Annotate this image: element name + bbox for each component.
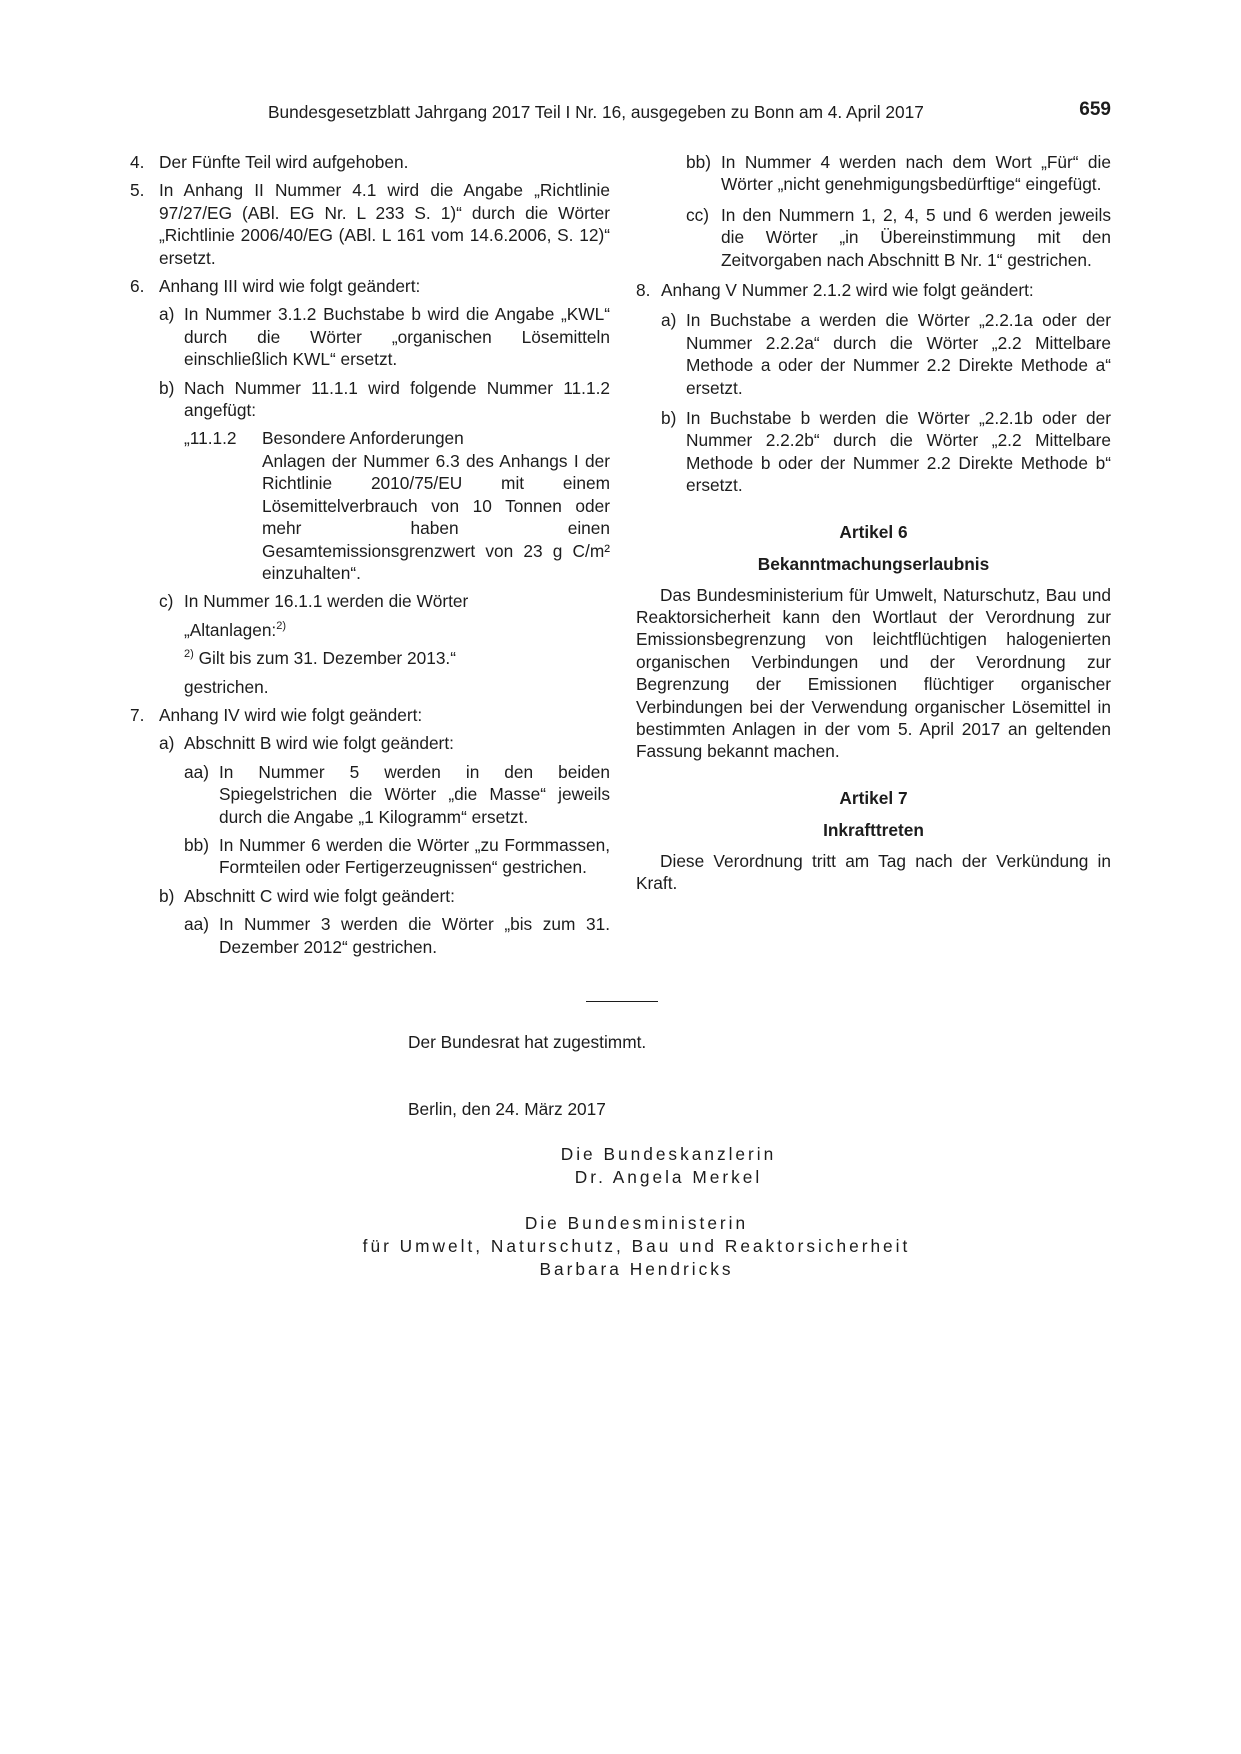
bundesrat-consent: Der Bundesrat hat zugestimmt.: [408, 1032, 647, 1052]
item-text: Anhang V Nummer 2.1.2 wird wie folgt geändert:: [661, 280, 1034, 301]
item-number: 6.: [130, 276, 145, 297]
list-subsubitem: [184, 913, 610, 958]
article-7-title: Artikel 7: [839, 787, 908, 808]
list-item: [130, 275, 610, 297]
item-number: 8.: [636, 280, 651, 301]
quoted-title: Besondere Anforderungen: [262, 428, 464, 449]
list-subsubitem: [184, 834, 610, 879]
list-subitem: [159, 885, 610, 907]
list-subitem: [661, 407, 1111, 497]
list-subitem: [159, 732, 610, 754]
right-column: [636, 151, 1111, 900]
item-letter: c): [159, 591, 174, 612]
item-letter: aa): [184, 914, 209, 935]
article-6-title: Artikel 6: [839, 521, 908, 542]
item-letter: aa): [184, 761, 209, 782]
signatory-2-name: Barbara Hendricks: [539, 1259, 734, 1279]
article-7-text: Diese Verordnung tritt am Tag nach der Verkündung in Kraft.: [636, 850, 1111, 893]
item-number: 7.: [130, 704, 145, 725]
list-subitem: [159, 303, 610, 370]
running-header: [268, 99, 1111, 125]
list-item: [130, 704, 610, 726]
signatory-1-name: Dr. Angela Merkel: [574, 1167, 763, 1187]
quoted-term: [184, 619, 610, 641]
quoted-number: „11.1.2: [184, 428, 237, 449]
item-letter: a): [159, 304, 175, 325]
item-letter: bb): [184, 834, 209, 855]
item-text: In Buchstabe a werden die Wörter „2.2.1a oder der Nummer 2.2.2a“ durch die Wörter „2.2 Mittelbare Methode a oder der Nummer 2.2 Direkte Methode a“ ersetzt.: [686, 310, 1111, 398]
item-letter: b): [159, 377, 175, 398]
item-letter: a): [661, 310, 677, 331]
list-subitem: [159, 377, 610, 422]
list-item: [636, 279, 1111, 301]
footnote-marker: 2): [184, 648, 194, 661]
item-conclusion: gestrichen.: [184, 676, 269, 697]
footnote-text: Gilt bis zum 31. Dezember 2013.“: [193, 648, 456, 669]
list-subsubitem: [686, 151, 1111, 196]
list-item: [130, 179, 610, 269]
item-letter: b): [661, 408, 677, 429]
separator-rule: [586, 1001, 658, 1002]
signatory-2-department: für Umwelt, Naturschutz, Bau und Reaktorsicherheit: [362, 1236, 911, 1256]
footnote-marker: 2): [276, 619, 287, 632]
signatory-2-role: Die Bundesministerin: [524, 1213, 749, 1233]
item-text: Nach Nummer 11.1.1 wird folgende Nummer 11.1.2 angefügt:: [184, 377, 610, 421]
item-number: 4.: [130, 152, 145, 172]
item-text: In Nummer 5 werden in den beiden Spiegelstrichen die Wörter „die Masse“ jeweils durch die Angabe „1 Kilogramm“ ersetzt.: [219, 761, 610, 827]
item-text: Der Fünfte Teil wird aufgehoben.: [159, 152, 409, 172]
item-text: In Nummer 3.1.2 Buchstabe b wird die Angabe „KWL“ durch die Wörter „organischen Lösemitteln einschließlich KWL“ ersetzt.: [184, 304, 610, 370]
item-text: Anhang III wird wie folgt geändert:: [159, 276, 421, 297]
item-text: Abschnitt C wird wie folgt geändert:: [184, 885, 455, 906]
item-text: In Anhang II Nummer 4.1 wird die Angabe „Richtlinie 97/27/EG (ABl. EG Nr. L 233 S. 1)“ durch die Wörter „Richtlinie 2006/40/EG (ABl. L 161 vom 14.6.2006, S. 12)“ ersetzt.: [159, 180, 610, 268]
quoted-term-text: „Altanlagen:: [184, 619, 277, 640]
item-text: Abschnitt B wird wie folgt geändert:: [184, 733, 454, 754]
quoted-insertion: [184, 427, 610, 584]
item-letter: a): [159, 733, 175, 754]
quoted-footnote: [184, 647, 610, 669]
running-title: Bundesgesetzblatt Jahrgang 2017 Teil I Nr. 16, ausgegeben zu Bonn am 4. April 2017: [268, 102, 924, 122]
item-text: In Buchstabe b werden die Wörter „2.2.1b oder der Nummer 2.2.2b“ durch die Wörter „2.2 Mittelbare Methode b oder der Nummer 2.2 Direkte Methode b“ ersetzt.: [686, 408, 1111, 496]
item-number: 5.: [130, 180, 145, 201]
list-subitem: [159, 590, 610, 612]
item-text: In Nummer 16.1.1 werden die Wörter: [184, 591, 469, 612]
article-6-heading: Bekanntmachungserlaubnis: [757, 554, 990, 575]
item-letter: cc): [686, 204, 710, 225]
signatory-1-role: Die Bundeskanzlerin: [560, 1144, 777, 1164]
list-subitem: [661, 309, 1111, 399]
list-subsubitem: [686, 204, 1111, 271]
item-text: In den Nummern 1, 2, 4, 5 und 6 werden jeweils die Wörter „in Übereinstimmung mit den Zeitvorgaben nach Abschnitt B Nr. 1“ gestrichen.: [721, 204, 1111, 270]
item-letter: bb): [686, 152, 711, 172]
item-letter: b): [159, 885, 175, 906]
list-subsubitem: [184, 761, 610, 828]
article-7-heading: Inkrafttreten: [823, 820, 924, 841]
left-column: [130, 151, 610, 964]
list-item: [130, 151, 610, 173]
page-number: 659: [1079, 99, 1111, 120]
place-date: Berlin, den 24. März 2017: [408, 1099, 606, 1119]
item-text: Anhang IV wird wie folgt geändert:: [159, 704, 423, 725]
item-text: In Nummer 3 werden die Wörter „bis zum 31. Dezember 2012“ gestrichen.: [219, 914, 610, 957]
article-6-text: Das Bundesministerium für Umwelt, Naturschutz, Bau und Reaktorsicherheit kann den Wortlaut der Verordnung zur Emissionsbegrenzung von leichtflüchtigen halogenierten organischen Verbindungen und der Verordnung zur Begrenzung der Emissionen flüchtiger organischer Verbindungen bei der Verwendung organischer Lösemittel in bestimmten Anlagen in der vom 5. April 2017 an geltenden Fassung bekannt machen.: [636, 584, 1111, 762]
quoted-body: Anlagen der Nummer 6.3 des Anhangs I der Richtlinie 2010/75/EU mit einem Lösemittelverbrauch von 10 Tonnen oder mehr haben einen Gesamtemissionsgrenzwert von 23 g C/m² einzuhalten“.: [262, 450, 610, 583]
item-text: In Nummer 6 werden die Wörter „zu Formmassen, Formteilen oder Fertigerzeugnissen“ gestrichen.: [219, 834, 610, 878]
item-text: In Nummer 4 werden nach dem Wort „Für“ die Wörter „nicht genehmigungsbedürftige“ eingefügt.: [721, 152, 1111, 195]
